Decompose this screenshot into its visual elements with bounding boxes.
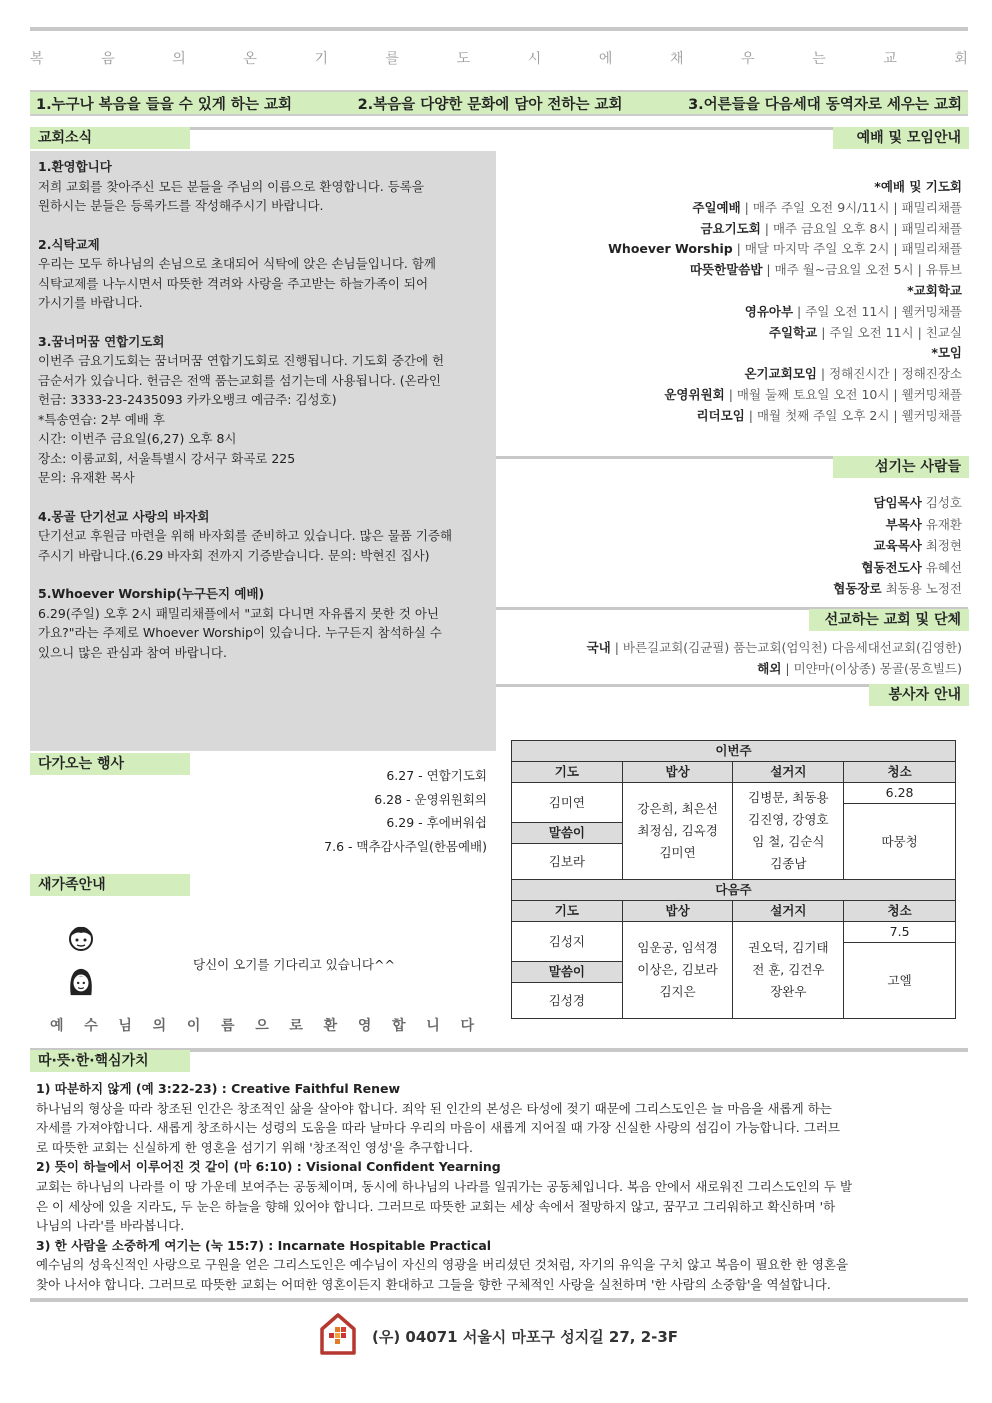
- news-box: [30, 151, 496, 751]
- welcome-char: 으: [255, 1018, 269, 1034]
- core-header: 따·뜻·한·핵심가치: [30, 1050, 190, 1072]
- news-line: 단기선교 후원금 마련을 위해 바자회를 준비하고 있습니다. 많은 물품 기증해: [38, 528, 453, 543]
- volunteer-name-line: 전 훈, 김건우: [752, 962, 825, 977]
- worship-item: [608, 177, 962, 198]
- values-banner: [30, 90, 968, 116]
- news-title: 5.Whoever Worship(누구든지 예배): [38, 586, 265, 601]
- news-line: 우리는 모두 하나님의 손님으로 초대되어 식탁에 앉은 손님들입니다. 함께: [38, 256, 437, 271]
- welcome-char: 이: [186, 1018, 201, 1034]
- servant-item: [833, 535, 962, 557]
- nw-dish: [733, 922, 844, 1019]
- volunteer-name-line: 김병문, 최동용: [748, 790, 829, 805]
- core-line: 예수님의 성육신적인 사랑으로 구원을 얻은 그리스도인은 예수님이 자신의 영광을 버리셨던 것처럼, 자기의 유익을 구치 않고 복음이 필요한 한 영혼을: [36, 1257, 849, 1273]
- servant-item-label: 협동전도사: [861, 559, 922, 575]
- news-title: 2.식탁교제: [38, 236, 100, 252]
- volunteer-name-line: 최정심, 김옥경: [637, 823, 718, 838]
- welcome-char: 예: [50, 1018, 64, 1034]
- welcome-text: [50, 1015, 474, 1035]
- welcome-char: 다: [460, 1018, 474, 1034]
- worship-item-detail: | 매주 금요일 오후 8시 | 패밀리채플: [760, 220, 962, 236]
- servant-item: [833, 492, 962, 514]
- tw-sermon-label: 말씀이: [512, 823, 623, 844]
- worship-item-label: 온기교회모임: [744, 366, 817, 382]
- footer-address: (우) 04071 서울시 마포구 성지길 27, 2-3F: [372, 1328, 679, 1346]
- tw-sermon: 김보라: [512, 844, 623, 880]
- worship-item-label: 영유아부: [744, 303, 794, 319]
- tw-dish: [733, 783, 844, 880]
- volunteer-name-line: 김미연: [659, 845, 696, 860]
- next-week-label: 다음주: [512, 880, 956, 901]
- mission-header: 선교하는 교회 및 단체: [809, 609, 969, 631]
- motto-char: 를: [385, 51, 400, 67]
- core-title: 3) 한 사람을 소중하게 여기는 (눅 15:7) : Incarnate Hospitable Practical: [36, 1237, 492, 1253]
- mission-list: [587, 638, 962, 680]
- motto-char: 기: [314, 51, 328, 67]
- worship-item-detail: | 매주 주일 오전 9시/11시 | 패밀리채플: [740, 199, 962, 215]
- church-motto: [30, 48, 968, 72]
- worship-item: [608, 364, 962, 385]
- volunteer-name-line: 임운공, 임석경: [637, 940, 718, 955]
- worship-item-label: *교회학교: [907, 282, 962, 298]
- news-item: [38, 235, 488, 313]
- col-clean: 청소: [844, 762, 956, 783]
- motto-char: 음: [101, 51, 115, 67]
- news-item: [38, 507, 488, 566]
- nw-meal: [622, 922, 733, 1019]
- welcome-char: 환: [323, 1018, 338, 1034]
- servant-item-detail: 김성호: [921, 495, 962, 510]
- news-line: 주시기 바랍니다.(6.29 바자회 전까지 기증받습니다. 문의: 박현진 집사): [38, 547, 430, 563]
- events-header: 다가오는 행사: [30, 753, 190, 775]
- welcome-char: 로: [289, 1018, 303, 1034]
- worship-item-label: 주일학교: [768, 324, 818, 340]
- news-line: 장소: 이룸교회, 서울특별시 강서구 화곡로 225: [38, 450, 296, 466]
- worship-item: [608, 302, 962, 323]
- worship-item-detail: | 주일 오전 11시 | 웰커밍채플: [793, 303, 962, 319]
- motto-char: 에: [598, 51, 613, 67]
- tw-clean: 따뭉청: [844, 804, 956, 880]
- servant-item: [833, 514, 962, 536]
- news-line: 있으니 많은 관심과 참여 바랍니다.: [38, 644, 227, 660]
- motto-char: 교: [883, 51, 897, 67]
- tw-clean-date: 6.28: [844, 783, 956, 804]
- servants-list: [833, 492, 962, 600]
- girl-icon: [68, 967, 94, 997]
- worship-item-label: *모임: [931, 345, 962, 361]
- news-title: 3.꿈너머꿈 연합기도회: [38, 333, 165, 349]
- core-title: 2) 뜻이 하늘에서 이루어진 것 같이 (마 6:10) : Visional Confident Yearning: [36, 1159, 501, 1175]
- servant-item-detail: 유재환: [921, 516, 962, 532]
- news-line: 식탁교제를 나누시면서 따뜻한 격려와 사랑을 주고받는 하늘가족이 되어: [38, 275, 429, 291]
- mission-item: [587, 638, 962, 659]
- news-header: 교회소식: [30, 127, 190, 149]
- bottom-rule: [30, 1298, 968, 1302]
- news-line: 이번주 금요기도회는 꿈너머꿈 연합기도회로 진행됩니다. 기도회 중간에 헌: [38, 353, 445, 368]
- servants-header: 섬기는 사람들: [833, 456, 969, 478]
- value-3: 3.어른들을 다음세대 동역자로 세우는 교회: [688, 96, 962, 113]
- servant-item-label: 협동장로: [833, 581, 882, 596]
- nw-prayer: 김성지: [512, 922, 623, 962]
- servant-item-label: 담임목사: [873, 495, 922, 510]
- event-item: 7.6 - 맥추감사주일(한몸예배): [324, 838, 487, 854]
- event-item: 6.28 - 운영위원회의: [374, 791, 487, 807]
- newcomer-message: 당신이 오기를 기다리고 있습니다^^: [193, 957, 395, 972]
- worship-item: [608, 343, 962, 364]
- welcome-char: 의: [152, 1018, 167, 1034]
- worship-item-label: 리더모임: [696, 407, 745, 423]
- motto-char: 온: [243, 51, 257, 67]
- motto-char: 의: [172, 51, 186, 67]
- value-1: 1.누구나 복음을 들을 수 있게 하는 교회: [36, 96, 292, 113]
- news-title: 4.몽골 단기선교 사랑의 바자회: [38, 508, 210, 524]
- volunteer-name-line: 김지은: [659, 984, 696, 999]
- volunteer-name-line: 강은희, 최은선: [637, 801, 718, 816]
- mission-item-label: 해외: [757, 660, 782, 676]
- servant-item-label: 교육목사: [873, 538, 922, 553]
- volunteer-header: 봉사자 안내: [869, 684, 969, 706]
- mission-item-detail: | 바른길교회(김균필) 품는교회(엄익천) 다음세대선교회(김영한): [610, 640, 962, 655]
- worship-item: [608, 281, 962, 302]
- worship-item-detail: | 매주 월~금요일 오전 5시 | 유튜브: [762, 262, 962, 278]
- news-line: 가요?"라는 주제로 Whoever Worship이 있습니다. 누구든지 참석하실 수: [38, 625, 442, 640]
- worship-item-label: 주일예배: [692, 199, 741, 215]
- nw-clean: 고엘: [844, 943, 956, 1019]
- worship-item-label: 운영위원회: [664, 386, 725, 402]
- worship-item-detail: | 매월 첫째 주일 오후 2시 | 웰커밍채플: [744, 407, 962, 423]
- core-values: [36, 1079, 962, 1295]
- news-line: 문의: 유재환 목사: [38, 470, 135, 485]
- core-line: 나님의 나라'를 바라봅니다.: [36, 1218, 185, 1234]
- motto-char: 는: [812, 51, 826, 67]
- volunteer-name-line: 이상은, 김보라: [637, 962, 718, 977]
- core-title: 1) 따분하지 않게 (예 3:22-23) : Creative Faithful Renew: [36, 1081, 401, 1096]
- motto-char: 시: [527, 51, 542, 67]
- motto-char: 복: [30, 51, 44, 67]
- top-rule: [30, 27, 968, 31]
- servant-item: [833, 557, 962, 579]
- worship-item: [608, 260, 962, 281]
- mission-item-detail: | 미얀마(이상종) 몽골(몽흐빌드): [781, 660, 962, 676]
- worship-item-label: *예배 및 기도회: [874, 179, 962, 194]
- worship-item-label: Whoever Worship: [608, 241, 733, 257]
- welcome-char: 니: [426, 1018, 440, 1034]
- event-item: 6.29 - 후에버워쉽: [386, 815, 487, 830]
- mission-item-label: 국내: [586, 640, 611, 655]
- news-item: [38, 584, 488, 662]
- worship-item-detail: | 정해진시간 | 정해진장소: [816, 366, 962, 382]
- col-dish: 설거지: [733, 762, 844, 783]
- core-line: 자세를 가져야합니다. 새롭게 창조하시는 성령의 도움을 따라 날마다 우리의 마음이 새롭게 지어질 때 가장 신실한 사랑의 섬김이 가능합니다. 그러므: [36, 1120, 840, 1136]
- mission-item: [587, 659, 962, 680]
- volunteer-name-line: 장완우: [770, 984, 807, 999]
- welcome-char: 님: [118, 1018, 132, 1034]
- worship-item: [608, 239, 962, 260]
- motto-char: 채: [669, 51, 684, 67]
- news-line: 저희 교회를 찾아주신 모든 분들을 주님의 이름으로 환영합니다. 등록을: [38, 178, 424, 194]
- news-line: 원하시는 분들은 등록카드를 작성해주시기 바랍니다.: [38, 198, 324, 213]
- worship-item-detail: | 매월 둘째 토요일 오전 10시 | 웰커밍채플: [724, 386, 962, 402]
- worship-list: [608, 177, 962, 427]
- worship-item: [608, 198, 962, 219]
- news-line: 가시기를 바랍니다.: [38, 295, 143, 310]
- volunteer-name-line: 김진영, 강영호: [748, 812, 829, 827]
- tw-prayer: 김미연: [512, 783, 623, 823]
- volunteer-name-line: 김종남: [770, 856, 807, 871]
- worship-item-label: 따뜻한말씀밥: [689, 262, 763, 278]
- worship-item: [608, 323, 962, 344]
- worship-item: [608, 385, 962, 406]
- news-line: 시간: 이번주 금요일(6,27) 오후 8시: [38, 431, 237, 446]
- motto-char: 도: [456, 51, 471, 67]
- news-item: [38, 157, 488, 216]
- value-2: 2.복음을 다양한 문화에 담아 전하는 교회: [357, 96, 623, 113]
- news-item: [38, 332, 488, 488]
- servant-item-detail: 유혜선: [921, 559, 962, 575]
- col-prayer: 기도: [512, 762, 623, 783]
- news-line: 헌금: 3333-23-2435093 카카오뱅크 예금주: 김성호): [38, 392, 337, 407]
- volunteer-name-line: 권오덕, 김기태: [748, 940, 829, 955]
- news-line: 6.29(주일) 오후 2시 패밀리채플에서 "교회 다니면 자유롭지 못한 것 아닌: [38, 605, 439, 621]
- event-item: 6.27 - 연합기도회: [386, 768, 487, 783]
- nw-sermon-label: 말씀이: [512, 962, 623, 983]
- boy-icon: [68, 923, 94, 953]
- worship-header: 예배 및 모임안내: [833, 127, 969, 149]
- servant-item: [833, 578, 962, 600]
- news-title: 1.환영합니다: [38, 159, 112, 174]
- core-line: 은 이 세상에 있을 지라도, 두 눈은 하늘을 향해 있어야 합니다. 그러므로 따뜻한 교회는 세상 속에서 절망하지 않고, 꿈꾸고 그리워하고 확신하며 '하: [36, 1198, 836, 1214]
- welcome-char: 름: [221, 1018, 235, 1034]
- this-week-label: 이번주: [512, 741, 956, 762]
- core-line: 로 따뜻한 교회는 신실하게 한 영혼을 섬기기 위해 '창조적인 영성'을 추구합니다.: [36, 1139, 473, 1155]
- servant-item-detail: 최동용 노정전: [881, 581, 962, 596]
- news-line: *특송연습: 2부 예배 후: [38, 411, 165, 427]
- core-line: 찾아 나서야 합니다. 그러므로 따뜻한 교회는 어떠한 영혼이든지 환대하고 그들을 향한 구체적인 사랑을 실천하며 '한 사람의 소중함'을 역설합니다.: [36, 1276, 831, 1292]
- worship-item-label: 금요기도회: [700, 220, 761, 236]
- welcome-char: 수: [84, 1018, 98, 1034]
- welcome-char: 영: [357, 1018, 372, 1034]
- newcomers-header: 새가족안내: [30, 874, 190, 896]
- worship-item: [608, 219, 962, 240]
- core-line: 하나님의 형상을 따라 창조된 인간은 창조적인 삶을 살아야 합니다. 죄악 된 인간의 본성은 타성에 젖기 때문에 그리스도인은 늘 마음을 새롭게 하는: [36, 1100, 832, 1116]
- core-line: 교회는 하나님의 나라를 이 땅 가운데 보여주는 공동체이며, 동시에 하나님의 나라를 일궈가는 공동체입니다. 복음 안에서 새로워진 그리스도인의 두 발: [36, 1178, 853, 1194]
- news-line: 금순서가 있습니다. 헌금은 전액 품는교회를 섬기는데 사용됩니다. (온라인: [38, 372, 441, 388]
- volunteer-name-line: 임 철, 김순식: [752, 834, 825, 849]
- tw-meal: [622, 783, 733, 880]
- volunteer-table: 이번주 기도 밥상 설거지 청소 김미연 강은희, 최은선 최정심, 김옥경 김미연 김병문, 최동용 김진영, 강영호 임 철, 김순식 김종남 6.28 따뭉청 말씀이 김보라 다음주 기도 밥상 설거지 청소 김성지 임운공, 임석경 이상은, 김보라 김지은 권오덕, 김기태 전 훈, 김건우 장완우 7.5 고엘 말씀이 김성경: [511, 740, 956, 1019]
- motto-char: 우: [741, 51, 755, 67]
- events-list: [324, 764, 487, 858]
- servant-item-label: 부목사: [885, 516, 922, 532]
- worship-item-detail: | 주일 오전 11시 | 친교실: [817, 324, 962, 340]
- col-meal: 밥상: [622, 762, 733, 783]
- worship-item: [608, 406, 962, 427]
- nw-clean-date: 7.5: [844, 922, 956, 943]
- church-logo-icon: [318, 1311, 358, 1357]
- servant-item-detail: 최정현: [921, 538, 962, 553]
- nw-sermon: 김성경: [512, 983, 623, 1019]
- motto-char: 회: [954, 51, 968, 67]
- worship-item-detail: | 매달 마지막 주일 오후 2시 | 패밀리채플: [732, 241, 962, 257]
- welcome-char: 합: [392, 1018, 406, 1034]
